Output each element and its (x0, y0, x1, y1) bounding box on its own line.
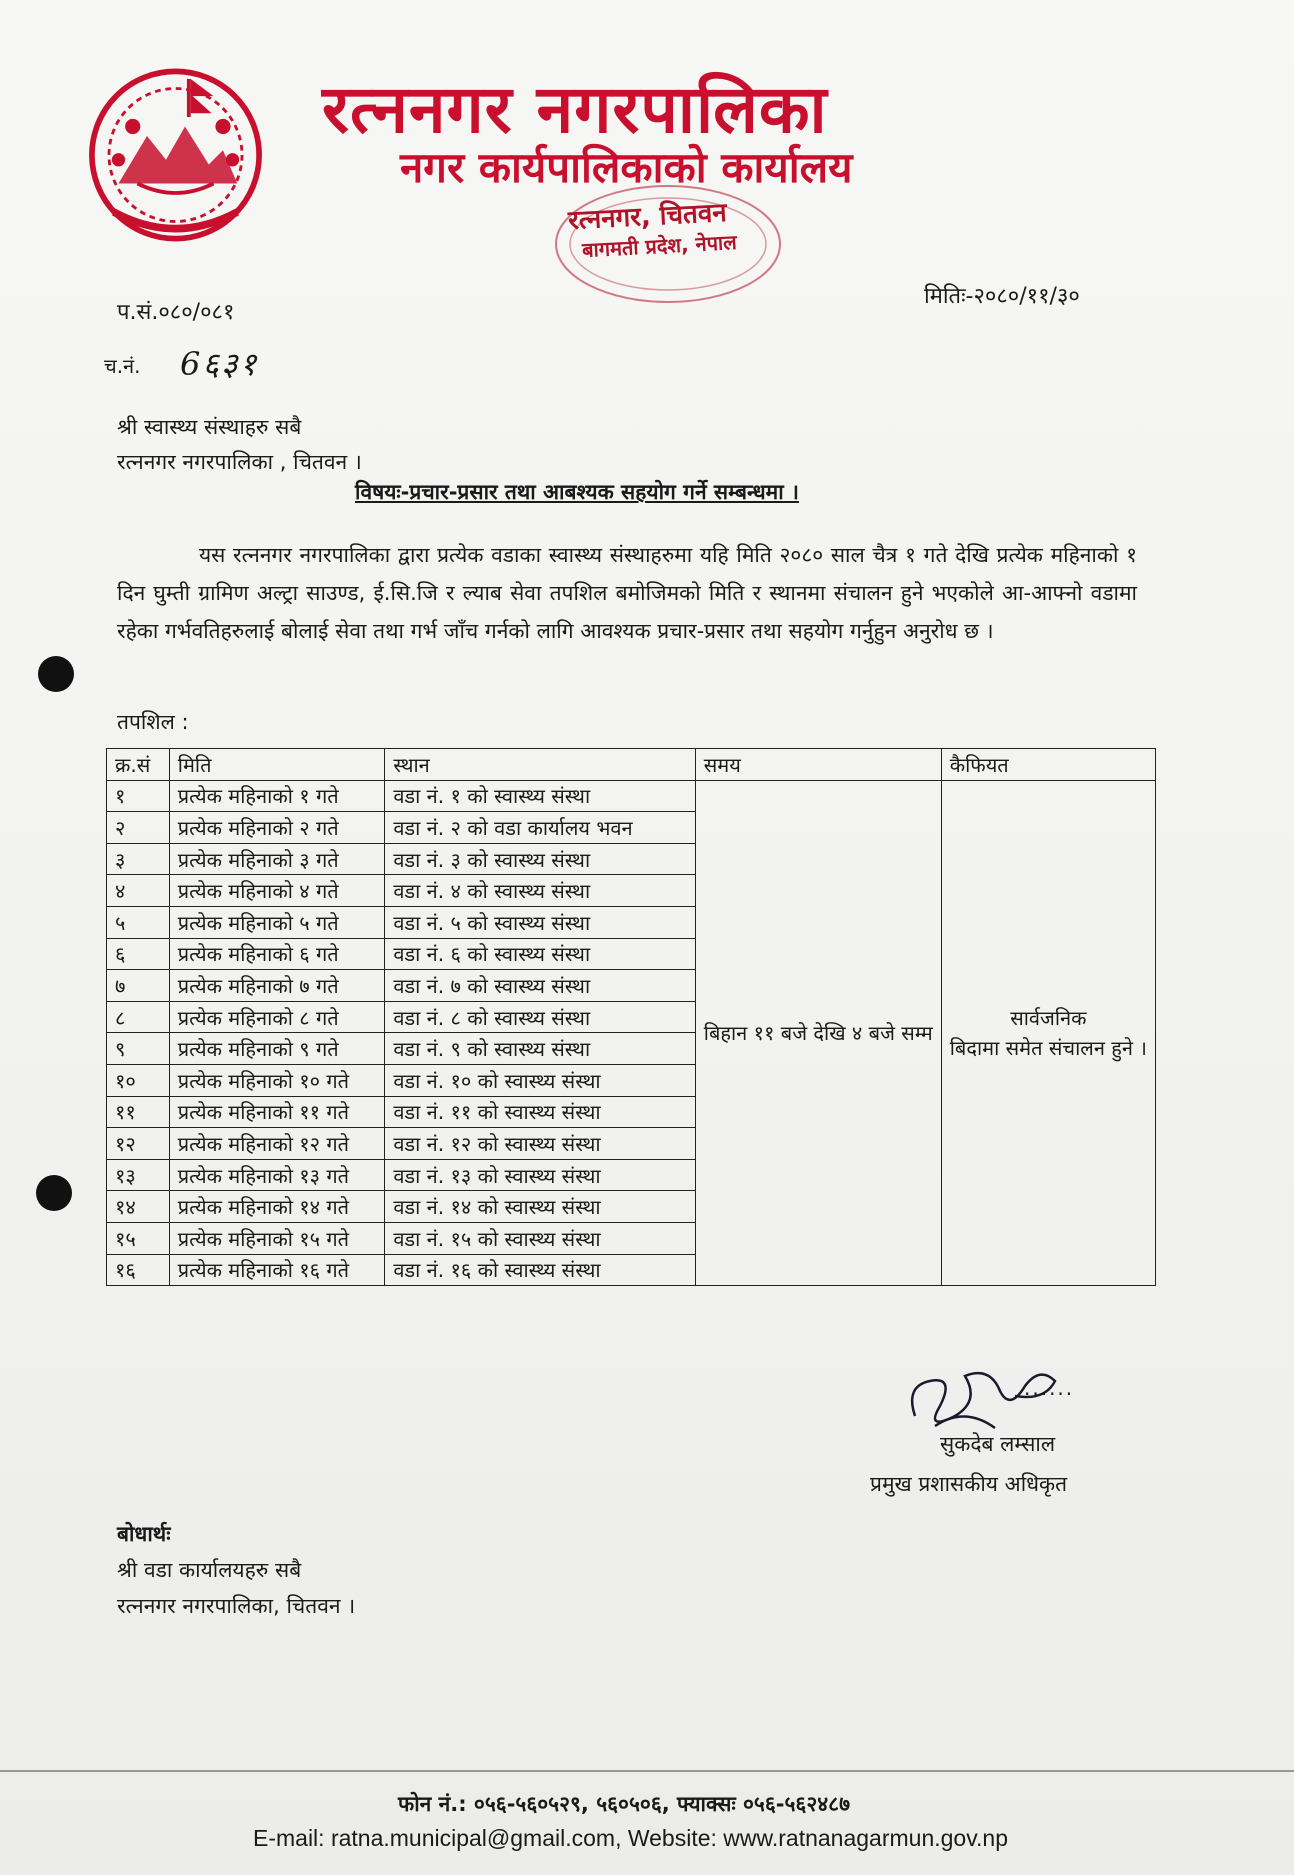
cc-label: बोधार्थः (117, 1522, 171, 1546)
cell-date: प्रत्येक महिनाको ११ गते (169, 1096, 385, 1128)
cell-place: वडा नं. १३ को स्वास्थ्य संस्था (385, 1159, 695, 1191)
header-date: मिति (169, 749, 385, 781)
cell-date: प्रत्येक महिनाको ५ गते (169, 906, 385, 938)
cell-date: प्रत्येक महिनाको ८ गते (169, 1001, 385, 1033)
cell-serial: १४ (107, 1191, 170, 1223)
office-name: नगर कार्यपालिकाको कार्यालय (400, 143, 853, 192)
cell-date: प्रत्येक महिनाको ९ गते (169, 1033, 385, 1065)
recipient-line-2: रत्ननगर नगरपालिका , चितवन । (117, 450, 362, 474)
cell-place: वडा नं. १२ को स्वास्थ्य संस्था (385, 1128, 695, 1160)
cell-serial: १२ (107, 1128, 170, 1160)
dispatch-number: 6६३१ (180, 345, 259, 383)
nepal-emblem-icon (78, 60, 273, 250)
cell-serial: १३ (107, 1159, 170, 1191)
cell-serial: १० (107, 1064, 170, 1096)
cell-time: बिहान ११ बजे देखि ४ बजे सम्म (695, 780, 941, 1286)
cell-place: वडा नं. १५ को स्वास्थ्य संस्था (385, 1222, 695, 1254)
cell-serial: ११ (107, 1096, 170, 1128)
cell-place: वडा नं. ५ को स्वास्थ्य संस्था (385, 906, 695, 938)
cell-place: वडा नं. ४ को स्वास्थ्य संस्था (385, 875, 695, 907)
cell-place: वडा नं. ११ को स्वास्थ्य संस्था (385, 1096, 695, 1128)
cell-serial: ७ (107, 970, 170, 1002)
recipient-line-1: श्री स्वास्थ्य संस्थाहरु सबै (117, 415, 302, 439)
cell-place: वडा नं. २ को वडा कार्यालय भवन (385, 812, 695, 844)
punch-hole (38, 656, 74, 692)
cell-place: वडा नं. १ को स्वास्थ्य संस्था (385, 780, 695, 812)
cell-date: प्रत्येक महिनाको २ गते (169, 812, 385, 844)
cell-date: प्रत्येक महिनाको १ गते (169, 780, 385, 812)
cell-date: प्रत्येक महिनाको ७ गते (169, 970, 385, 1002)
header-serial: क्र.सं (107, 749, 170, 781)
signer-name: सुकदेब लम्साल (940, 1432, 1056, 1456)
header-remarks: कैफियत (941, 749, 1155, 781)
cell-serial: १५ (107, 1222, 170, 1254)
details-label: तपशिल : (117, 710, 189, 734)
cell-serial: ५ (107, 906, 170, 938)
cell-date: प्रत्येक महिनाको १३ गते (169, 1159, 385, 1191)
footer-divider (0, 1770, 1294, 1772)
cell-serial: ६ (107, 938, 170, 970)
remarks-line-1: सार्वजनिक (1010, 1005, 1087, 1030)
cell-date: प्रत्येक महिनाको १० गते (169, 1064, 385, 1096)
cell-date: प्रत्येक महिनाको १६ गते (169, 1254, 385, 1286)
table-header-row (107, 749, 1156, 781)
cell-place: वडा नं. ६ को स्वास्थ्य संस्था (385, 938, 695, 970)
cell-remarks (941, 780, 1155, 1286)
cell-place: वडा नं. १६ को स्वास्थ्य संस्था (385, 1254, 695, 1286)
header-time: समय (695, 749, 941, 781)
cell-serial: १ (107, 780, 170, 812)
cell-serial: २ (107, 812, 170, 844)
cell-place: वडा नं. ७ को स्वास्थ्य संस्था (385, 970, 695, 1002)
cell-place: वडा नं. ९ को स्वास्थ्य संस्था (385, 1033, 695, 1065)
cell-date: प्रत्येक महिनाको ६ गते (169, 938, 385, 970)
signature-dots: ...... (1024, 1376, 1075, 1400)
footer-contact: E-mail: ratna.municipal@gmail.com, Website: www.ratnanagarmun.gov.np (253, 1825, 1008, 1851)
cell-serial: ९ (107, 1033, 170, 1065)
cell-date: प्रत्येक महिनाको १५ गते (169, 1222, 385, 1254)
footer-phone: फोन नं.: ०५६-५६०५२९, ५६०५०६, फ्याक्सः ०५६-५६२४८७ (398, 1792, 851, 1816)
cell-place: वडा नं. ८ को स्वास्थ्य संस्था (385, 1001, 695, 1033)
table-row (107, 780, 1156, 812)
cell-serial: ८ (107, 1001, 170, 1033)
dispatch-label: च.नं. (104, 354, 141, 378)
cell-place: वडा नं. १४ को स्वास्थ्य संस्था (385, 1191, 695, 1223)
org-name: रत्ननगर नगरपालिका (322, 71, 828, 148)
subject-line: विषयः-प्रचार-प्रसार तथा आबश्यक सहयोग गर्ने सम्बन्धमा । (355, 480, 799, 504)
letter-date: मितिः-२०८०/११/३० (924, 284, 1080, 309)
cell-serial: ४ (107, 875, 170, 907)
cell-serial: १६ (107, 1254, 170, 1286)
punch-hole (36, 1175, 72, 1211)
body-paragraph: यस रत्ननगर नगरपालिका द्वारा प्रत्येक वडाका स्वास्थ्य संस्थाहरुमा यहि मिति २०८० साल चैत्र १ गते देखि प्रत्येक महिनाको १ दिन घुम्ती ग्रामिण अल्ट्रा साउण्ड, ई.सि.जि र ल्याब सेवा तपशिल बमोजिमको मिति र स्थानमा संचालन हुने भएकोले आ-आफ्नो वडामा रहेका गर्भवतिहरुलाई बोलाई सेवा तथा गर्भ जाँच गर्नको लागि आवश्यक प्रचार-प्रसार तथा सहयोग गर्नुहुन अनुरोध छ । (117, 543, 1137, 643)
cell-date: प्रत्येक महिनाको १४ गते (169, 1191, 385, 1223)
header-place: स्थान (385, 749, 695, 781)
cc-line-2: रत्ननगर नगरपालिका, चितवन । (117, 1594, 356, 1618)
remarks-line-2: बिदामा समेत संचालन हुने । (949, 1035, 1147, 1060)
reference-number: प.सं.०८०/०८१ (117, 300, 235, 325)
cell-date: प्रत्येक महिनाको ४ गते (169, 875, 385, 907)
signer-title: प्रमुख प्रशासकीय अधिकृत (870, 1472, 1068, 1496)
cc-line-1: श्री वडा कार्यालयहरु सबै (117, 1558, 302, 1582)
cell-place: वडा नं. ३ को स्वास्थ्य संस्था (385, 843, 695, 875)
cell-place: वडा नं. १० को स्वास्थ्य संस्था (385, 1064, 695, 1096)
cell-serial: ३ (107, 843, 170, 875)
schedule-table (106, 748, 1156, 1286)
stamp-text-line1: रत्ननगर, चितवन (567, 197, 728, 237)
stamp-text-line2: बागमती प्रदेश, नेपाल (581, 229, 738, 263)
cell-date: प्रत्येक महिनाको ३ गते (169, 843, 385, 875)
cell-date: प्रत्येक महिनाको १२ गते (169, 1128, 385, 1160)
